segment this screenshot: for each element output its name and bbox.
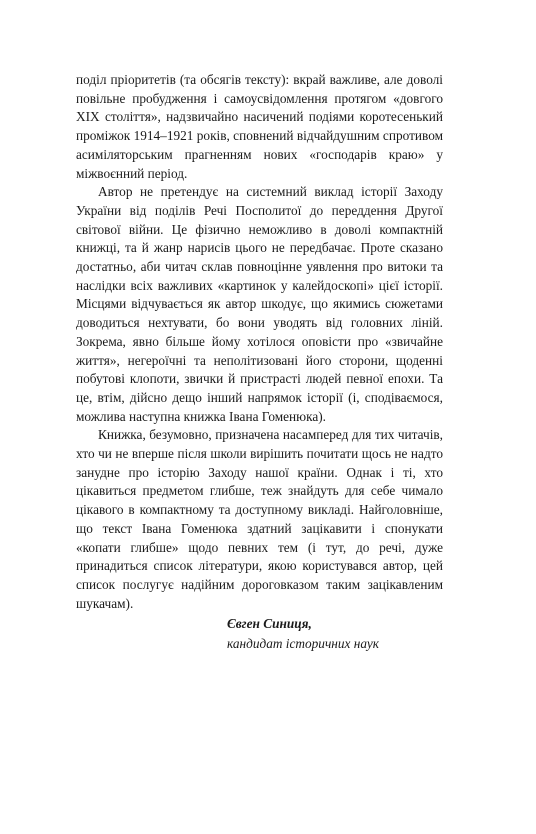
signature-name: Євген Синиця, — [227, 616, 312, 631]
paragraph-2: Автор не претендує на системний виклад історії Заходу України від поділів Речі Посполитої до переддення Другої світової війни. Це фізично неможливо в доволі компактній книжці, та й жанр нарисів цього не передбачає. Проте сказано достатньо, аби читач склав повноцінне уявлення про витоки та наслідки всіх важливих «картинок у калейдоскопі» цієї історії. Місцями відчувається як автор шкодує, що якимись сюжетами доводиться нехтувати, бо вони уводять від головних ліній. Зокрема, явно більше йому хотілося оповісти про «звичайне життя», негероїчні та неполітизовані його сторони, щоденні побутові клопоти, звички й пристрасті людей певної епохи. Та це, втім, дійсно дещо інший напрямок історії (і, сподіваємося, можлива наступна книжка Івана Гоменюка). — [76, 184, 443, 424]
paragraph-3: Книжка, безумовно, призначена насамперед для тих читачів, хто чи не вперше після школи вирішить почитати щось не надто занудне про історію Заходу нашої країни. Однак і ті, хто цікавиться предметом глибше, теж знайдуть для себе чимало цікавого в компактному та доступному викладі. Найголовніше, що текст Івана Гоменюка здатний зацікавити і спонукати «копати глибше» щодо певних тем (і тут, до речі, дуже принадиться список літератури, якою користувався автор, цей список послугує надійним дороговказом таким зацікавленим шукачам). — [76, 427, 443, 611]
signature-title: кандидат історичних наук — [227, 636, 379, 651]
body-text — [76, 71, 443, 613]
author-signature — [227, 614, 467, 654]
paragraph-1: поділ пріоритетів (та обсягів тексту): вкрай важливе, але доволі повільне пробудження і самоусвідомлення протягом «довгого XIX століття», надзвичайно насичений подіями коротесенький проміжок 1914–1921 років, сповнений відчайдушним спротивом асиміляторським прагненням нових «господарів краю» у міжвоєнний період. — [76, 72, 443, 181]
